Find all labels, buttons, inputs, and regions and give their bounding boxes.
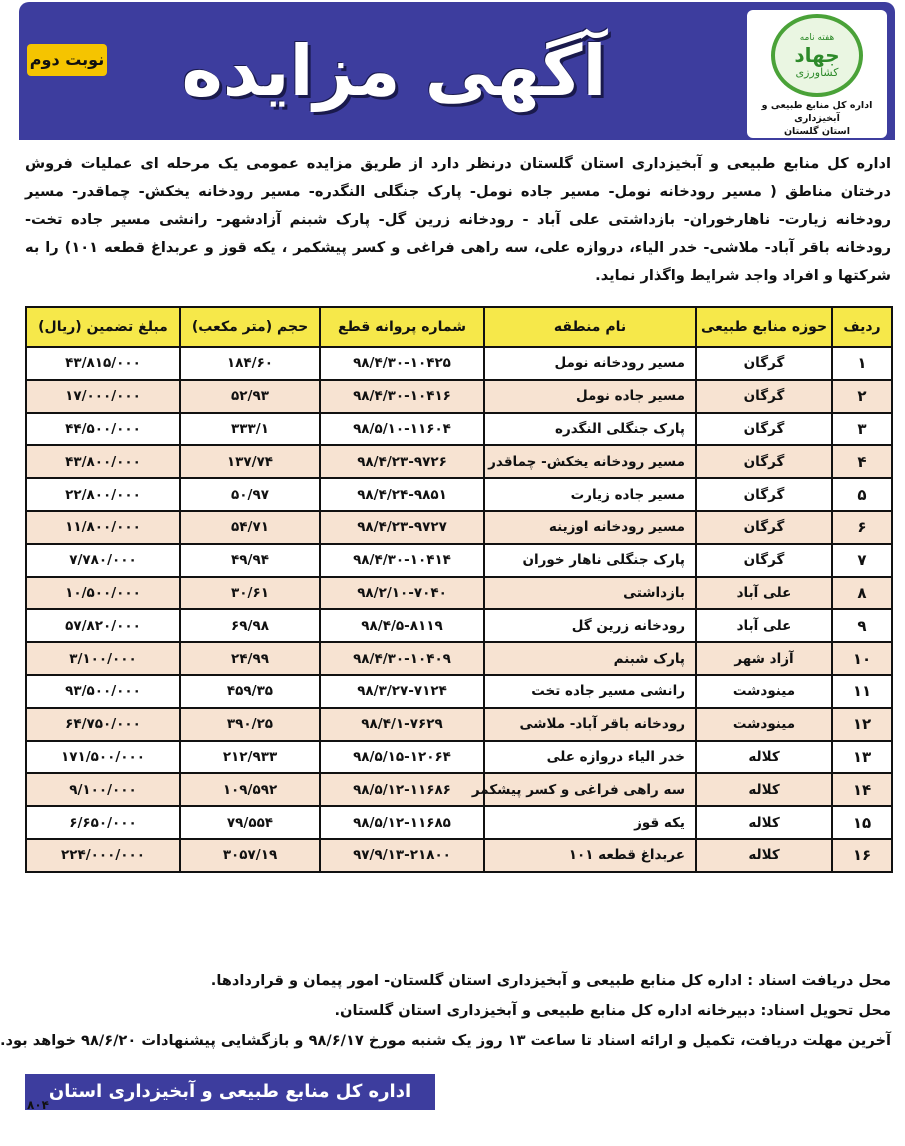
volume-cell: ۳۳۳/۱ (180, 413, 320, 446)
logo-sub-text: کشاورزی (795, 65, 839, 79)
permit-cell: ۹۸/۴/۳۰-۱۰۴۰۹ (320, 642, 484, 675)
volume-cell: ۵۲/۹۳ (180, 380, 320, 413)
table-row (26, 773, 892, 806)
region-cell: یکه قوز (484, 806, 696, 839)
row-number-cell: ۱۶ (832, 839, 892, 872)
volume-cell: ۲۱۲/۹۳۳ (180, 741, 320, 774)
table-row (26, 380, 892, 413)
row-number-cell: ۳ (832, 413, 892, 446)
amount-cell: ۱۱/۸۰۰/۰۰۰ (26, 511, 180, 544)
row-number-cell: ۵ (832, 478, 892, 511)
region-cell: رودخانه زرین گل (484, 609, 696, 642)
volume-cell: ۶۹/۹۸ (180, 609, 320, 642)
area-cell: گرگان (696, 511, 832, 544)
region-cell: رانشی مسیر جاده تخت (484, 675, 696, 708)
table-row (26, 577, 892, 610)
row-number-cell: ۱۰ (832, 642, 892, 675)
volume-cell: ۱۸۴/۶۰ (180, 347, 320, 380)
table-row (26, 741, 892, 774)
region-cell: مسیر جاده زیارت (484, 478, 696, 511)
area-cell: گرگان (696, 478, 832, 511)
footer-notes (0, 966, 891, 1056)
header-banner (19, 2, 895, 140)
volume-cell: ۳۰/۶۱ (180, 577, 320, 610)
permit-cell: ۹۸/۴/۳۰-۱۰۴۱۴ (320, 544, 484, 577)
header-row-number: ردیف (832, 307, 892, 347)
permit-cell: ۹۸/۴/۵-۸۱۱۹ (320, 609, 484, 642)
logo-emblem (771, 14, 863, 97)
header-region: نام منطقه (484, 307, 696, 347)
area-cell: گرگان (696, 445, 832, 478)
permit-cell: ۹۸/۴/۳۰-۱۰۴۲۵ (320, 347, 484, 380)
header-volume: حجم (متر مکعب) (180, 307, 320, 347)
table-row (26, 478, 892, 511)
region-cell: عربداغ قطعه ۱۰۱ (484, 839, 696, 872)
row-number-cell: ۴ (832, 445, 892, 478)
region-cell: مسیر رودخانه اوزینه (484, 511, 696, 544)
area-cell: گرگان (696, 347, 832, 380)
permit-cell: ۹۸/۴/۲۳-۹۷۲۷ (320, 511, 484, 544)
amount-cell: ۴۳/۸۱۵/۰۰۰ (26, 347, 180, 380)
logo-caption-line2: استان گلستان (783, 126, 851, 137)
area-cell: کلاله (696, 773, 832, 806)
ad-code: ۸۰۴ (27, 1098, 49, 1112)
table-row (26, 675, 892, 708)
region-cell: رودخانه باقر آباد- ملاشی (484, 708, 696, 741)
logo-caption-line1: اداره کل منابع طبیعی و آبخیزداری (761, 100, 873, 124)
volume-cell: ۳۹۰/۲۵ (180, 708, 320, 741)
amount-cell: ۱۷۱/۵۰۰/۰۰۰ (26, 741, 180, 774)
permit-cell: ۹۸/۴/۲۳-۹۷۲۶ (320, 445, 484, 478)
volume-cell: ۴۵۹/۳۵ (180, 675, 320, 708)
permit-cell: ۹۸/۵/۱۰-۱۱۶۰۴ (320, 413, 484, 446)
row-number-cell: ۱۲ (832, 708, 892, 741)
row-number-cell: ۱۴ (832, 773, 892, 806)
region-cell: سه راهی فراغی و کسر پیشکمر (484, 773, 696, 806)
row-number-cell: ۸ (832, 577, 892, 610)
table-header-row (26, 307, 892, 347)
logo-caption (747, 99, 887, 138)
amount-cell: ۲۲۴/۰۰۰/۰۰۰ (26, 839, 180, 872)
volume-cell: ۲۴/۹۹ (180, 642, 320, 675)
table-row (26, 347, 892, 380)
area-cell: گرگان (696, 413, 832, 446)
amount-cell: ۳/۱۰۰/۰۰۰ (26, 642, 180, 675)
logo (747, 10, 887, 138)
amount-cell: ۴۴/۵۰۰/۰۰۰ (26, 413, 180, 446)
area-cell: مینودشت (696, 708, 832, 741)
amount-cell: ۶۴/۷۵۰/۰۰۰ (26, 708, 180, 741)
permit-cell: ۹۸/۲/۱۰-۷۰۴۰ (320, 577, 484, 610)
logo-main-text: جهاد (794, 42, 840, 67)
volume-cell: ۱۳۷/۷۴ (180, 445, 320, 478)
table-row (26, 609, 892, 642)
signature-bar: اداره کل منابع طبیعی و آبخیزداری استان گلستان (25, 1074, 435, 1110)
permit-cell: ۹۷/۹/۱۳-۲۱۸۰۰ (320, 839, 484, 872)
volume-cell: ۷۹/۵۵۴ (180, 806, 320, 839)
volume-cell: ۴۹/۹۴ (180, 544, 320, 577)
intro-paragraph: اداره کل منابع طبیعی و آبخیزداری استان گلستان درنظر دارد از طریق مزایده عمومی یک مرحله ای عملیات فروش درختان مناطق ( مسیر رودخانه نومل- مسیر جاده نومل- پارک جنگلی النگدره- مسیر رودخانه یخکش- چماقدر- مسیر رودخانه زیارت- ناهارخوران- بازداشتی علی آباد - رودخانه زرین گل- پارک شبنم آزادشهر- رانشی مسیر جاده تخت- رودخانه باقر آباد- ملاشی- خدر الیاء، دروازه علی، سه راهی فراغی و کسر پیشکمر ، یکه قوز و عربداغ قطعه ۱۰۱) را به شرکتها و افراد واجد شرایط واگذار نماید. (25, 155, 891, 284)
area-cell: آزاد شهر (696, 642, 832, 675)
area-cell: علی آباد (696, 577, 832, 610)
permit-cell: ۹۸/۵/۱۵-۱۲۰۶۴ (320, 741, 484, 774)
row-number-cell: ۹ (832, 609, 892, 642)
row-number-cell: ۱۳ (832, 741, 892, 774)
amount-cell: ۹/۱۰۰/۰۰۰ (26, 773, 180, 806)
footer-deadline: آخرین مهلت دریافت، تکمیل و ارائه اسناد تا ساعت ۱۳ روز یک شنبه مورخ ۹۸/۶/۱۷ و بازگشایی پیشنهادات ۹۸/۶/۲۰ خواهد بود. (0, 1032, 891, 1049)
permit-cell: ۹۸/۵/۱۲-۱۱۶۸۶ (320, 773, 484, 806)
region-cell: پارک جنگلی النگدره (484, 413, 696, 446)
region-cell: مسیر جاده نومل (484, 380, 696, 413)
table-row (26, 544, 892, 577)
amount-cell: ۶/۶۵۰/۰۰۰ (26, 806, 180, 839)
area-cell: کلاله (696, 839, 832, 872)
header-area: حوزه منابع طبیعی (696, 307, 832, 347)
region-cell: بازداشتی (484, 577, 696, 610)
area-cell: مینودشت (696, 675, 832, 708)
row-number-cell: ۷ (832, 544, 892, 577)
region-cell: خدر الیاء دروازه علی (484, 741, 696, 774)
area-cell: کلاله (696, 806, 832, 839)
table-row (26, 511, 892, 544)
row-number-cell: ۱ (832, 347, 892, 380)
permit-cell: ۹۸/۴/۳۰-۱۰۴۱۶ (320, 380, 484, 413)
row-number-cell: ۱۱ (832, 675, 892, 708)
row-number-cell: ۱۵ (832, 806, 892, 839)
region-cell: مسیر رودخانه یخکش- چماقدر (484, 445, 696, 478)
area-cell: گرگان (696, 380, 832, 413)
amount-cell: ۲۲/۸۰۰/۰۰۰ (26, 478, 180, 511)
volume-cell: ۳۰۵۷/۱۹ (180, 839, 320, 872)
footer-receive-location: محل دریافت اسناد : اداره کل منابع طبیعی و آبخیزداری استان گلستان- امور پیمان و قراردادها. (210, 972, 891, 989)
table-row (26, 806, 892, 839)
region-cell: پارک جنگلی ناهار خوران (484, 544, 696, 577)
footer-delivery-location: محل تحویل اسناد: دبیرخانه اداره کل منابع طبیعی و آبخیزداری استان گلستان. (334, 1002, 891, 1019)
header-permit: شماره پروانه قطع (320, 307, 484, 347)
region-cell: پارک شبنم (484, 642, 696, 675)
table-row (26, 839, 892, 872)
logo-top-text: هفته نامه (799, 32, 835, 43)
table-row (26, 413, 892, 446)
region-cell: مسیر رودخانه نومل (484, 347, 696, 380)
volume-cell: ۱۰۹/۵۹۲ (180, 773, 320, 806)
volume-cell: ۵۴/۷۱ (180, 511, 320, 544)
amount-cell: ۵۷/۸۲۰/۰۰۰ (26, 609, 180, 642)
amount-cell: ۷/۷۸۰/۰۰۰ (26, 544, 180, 577)
area-cell: گرگان (696, 544, 832, 577)
row-number-cell: ۲ (832, 380, 892, 413)
header-amount: مبلغ تضمین (ریال) (26, 307, 180, 347)
area-cell: علی آباد (696, 609, 832, 642)
amount-cell: ۹۳/۵۰۰/۰۰۰ (26, 675, 180, 708)
table-row (26, 708, 892, 741)
amount-cell: ۴۳/۸۰۰/۰۰۰ (26, 445, 180, 478)
table-row (26, 642, 892, 675)
permit-cell: ۹۸/۴/۲۴-۹۸۵۱ (320, 478, 484, 511)
permit-cell: ۹۸/۵/۱۲-۱۱۶۸۵ (320, 806, 484, 839)
round-badge: نوبت دوم (27, 44, 107, 76)
volume-cell: ۵۰/۹۷ (180, 478, 320, 511)
table-row (26, 445, 892, 478)
amount-cell: ۱۰/۵۰۰/۰۰۰ (26, 577, 180, 610)
page-title: آگهی مزایده (181, 30, 607, 112)
permit-cell: ۹۸/۴/۱-۷۶۲۹ (320, 708, 484, 741)
row-number-cell: ۶ (832, 511, 892, 544)
auction-table (25, 306, 893, 873)
amount-cell: ۱۷/۰۰۰/۰۰۰ (26, 380, 180, 413)
permit-cell: ۹۸/۳/۲۷-۷۱۲۴ (320, 675, 484, 708)
area-cell: کلاله (696, 741, 832, 774)
